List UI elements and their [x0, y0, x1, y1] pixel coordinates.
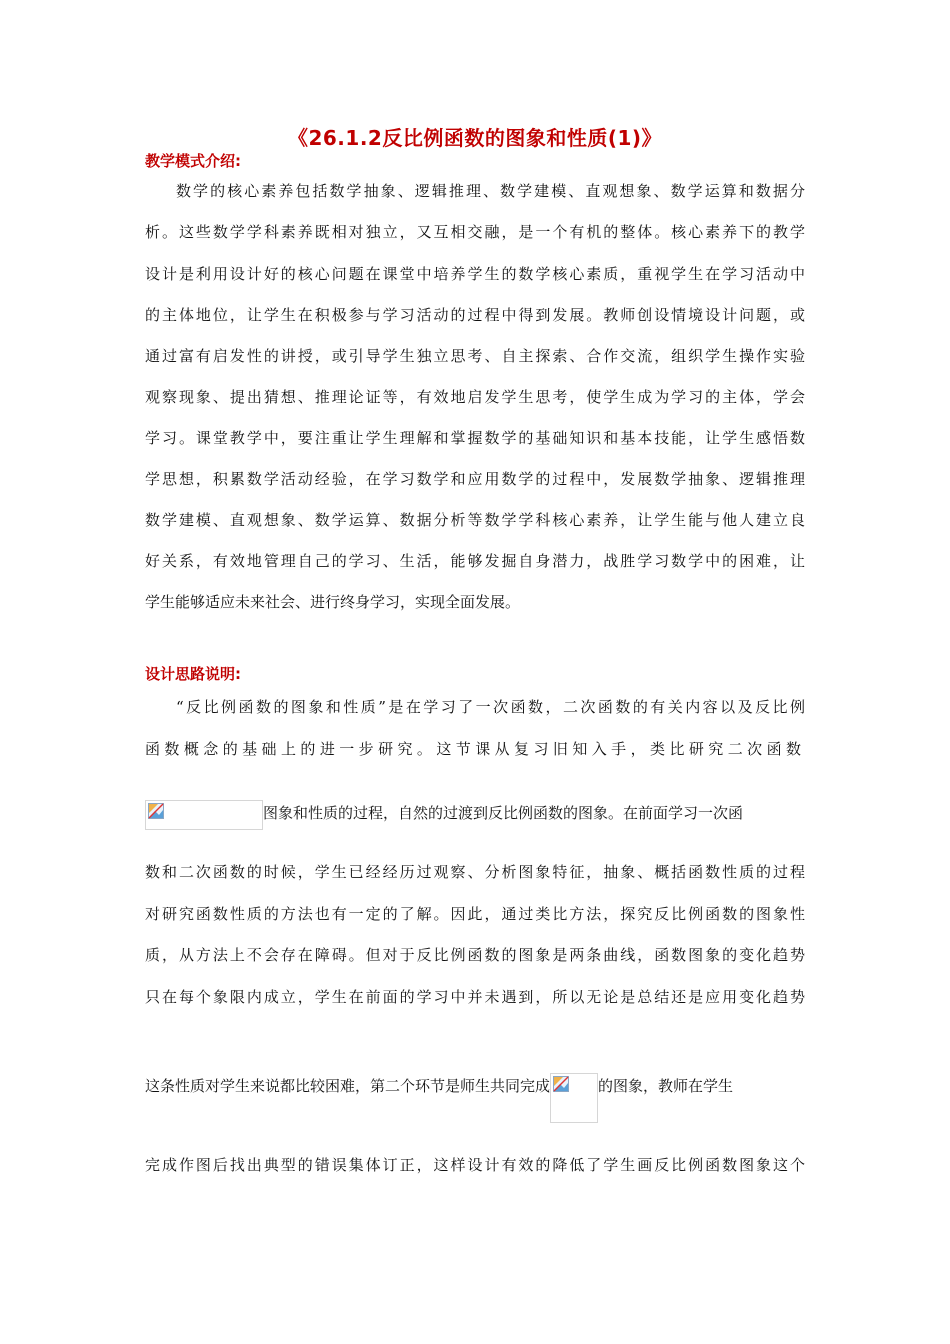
- paragraph-line: 只在每个象限内成立，学生在前面的学习中并未遇到，所以无论是总结还是应用变化趋势: [145, 988, 805, 1006]
- paragraph-line: 函数概念的基础上的进一步研究。这节课从复习旧知入手，类比研究二次函数: [145, 740, 805, 758]
- broken-image-icon: [148, 803, 164, 819]
- paragraph-line: 数学的核心素养包括数学抽象、逻辑推理、数学建模、直观想象、数学运算和数据分: [176, 182, 805, 200]
- document-title: 《26.1.2反比例函数的图象和性质(1)》: [287, 126, 663, 150]
- section-heading-teaching-mode: 教学模式介绍:: [145, 152, 241, 170]
- paragraph-line-text: 的图象，教师在学生: [598, 1077, 734, 1095]
- formula-image-placeholder: [145, 800, 263, 830]
- paragraph-line: 学习。课堂教学中，要注重让学生理解和掌握数学的基础知识和基本技能，让学生感悟数: [145, 429, 805, 447]
- paragraph-line: 对研究函数性质的方法也有一定的了解。因此，通过类比方法，探究反比例函数的图象性: [145, 905, 805, 923]
- paragraph-line: 设计是利用设计好的核心问题在课堂中培养学生的数学核心素质，重视学生在学习活动中: [145, 265, 805, 283]
- paragraph-line-with-image: [145, 800, 805, 830]
- paragraph-line-text: 这条性质对学生来说都比较困难，第二个环节是师生共同完成: [145, 1077, 551, 1095]
- broken-image-icon: [553, 1076, 569, 1092]
- paragraph-line: 质，从方法上不会存在障碍。但对于反比例函数的图象是两条曲线，函数图象的变化趋势: [145, 946, 805, 964]
- paragraph-line: 通过富有启发性的讲授，或引导学生独立思考、自主探索、合作交流，组织学生操作实验: [145, 347, 805, 365]
- paragraph-line-text: 图象和性质的过程，自然的过渡到反比例函数的图象。在前面学习一次函: [263, 804, 744, 822]
- paragraph-line: 数学建模、直观想象、数学运算、数据分析等数学学科核心素养，让学生能与他人建立良: [145, 511, 805, 529]
- paragraph-line: 学思想，积累数学活动经验，在学习数学和应用数学的过程中，发展数学抽象、逻辑推理: [145, 470, 805, 488]
- section-heading-design-idea: 设计思路说明:: [145, 665, 241, 683]
- paragraph-line: 学生能够适应未来社会、进行终身学习，实现全面发展。: [145, 593, 521, 611]
- paragraph-line: 好关系，有效地管理自己的学习、生活，能够发掘自身潜力，战胜学习数学中的困难，让: [145, 552, 805, 570]
- formula-image-placeholder: [550, 1073, 598, 1123]
- paragraph-line: 数和二次函数的时候，学生已经经历过观察、分析图象特征，抽象、概括函数性质的过程: [145, 863, 805, 881]
- paragraph-line: 析。这些数学学科素养既相对独立，又互相交融，是一个有机的整体。核心素养下的教学: [145, 223, 805, 241]
- paragraph-line-with-image: [145, 1073, 805, 1123]
- paragraph-line: 完成作图后找出典型的错误集体订正，这样设计有效的降低了学生画反比例函数图象这个: [145, 1156, 805, 1174]
- paragraph-line: “反比例函数的图象和性质”是在学习了一次函数，二次函数的有关内容以及反比例: [176, 698, 805, 716]
- paragraph-line: 观察现象、提出猜想、推理论证等，有效地启发学生思考，使学生成为学习的主体，学会: [145, 388, 805, 406]
- paragraph-line: 的主体地位，让学生在积极参与学习活动的过程中得到发展。教师创设情境设计问题，或: [145, 306, 805, 324]
